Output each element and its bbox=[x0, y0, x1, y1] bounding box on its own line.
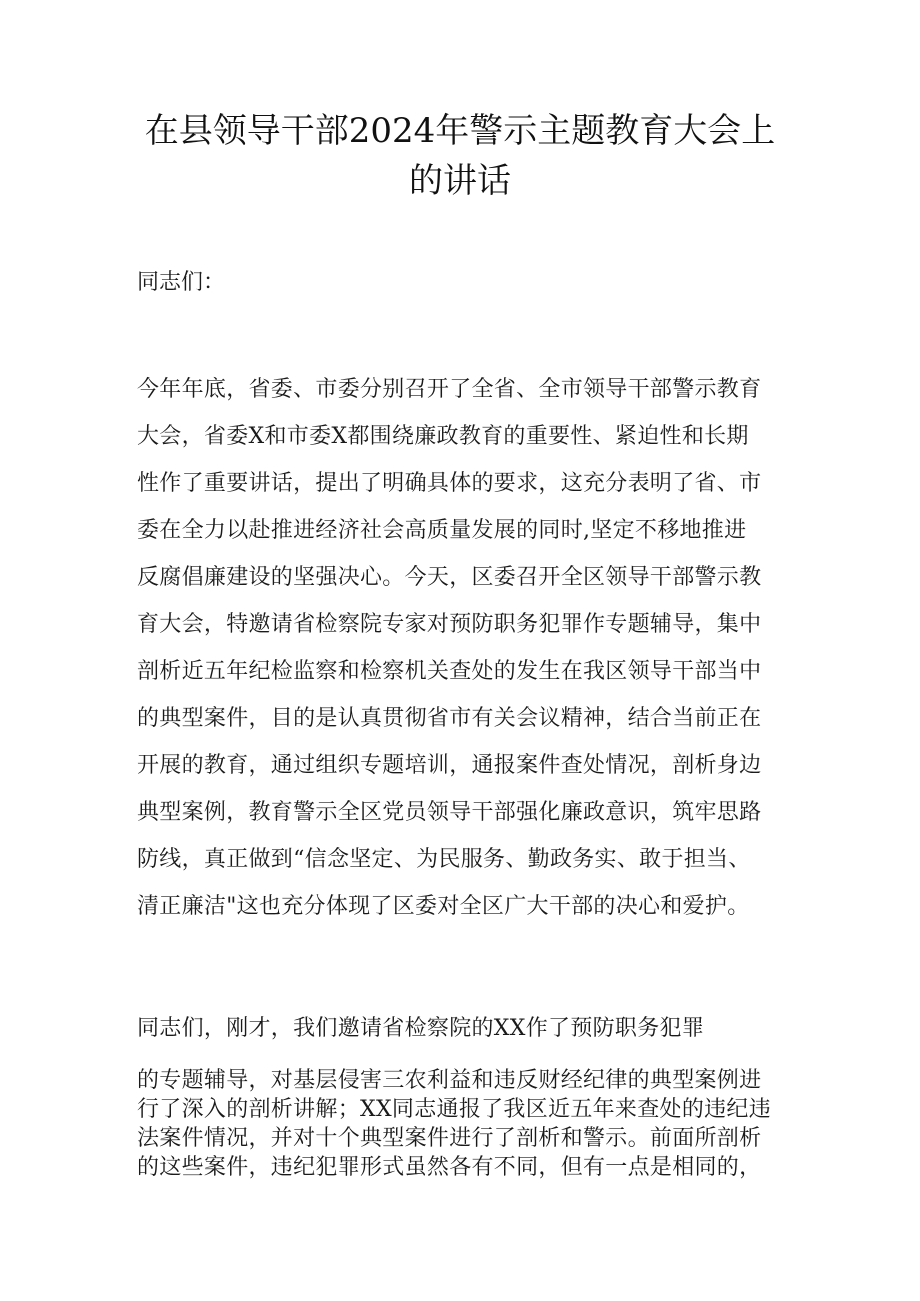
paragraph-line: 今年年底，省委、市委分别召开了全省、全市领导干部警示教育 bbox=[137, 377, 762, 402]
paragraph-line: 性作了重要讲话，提出了明确具体的要求，这充分表明了省、市 bbox=[137, 471, 762, 496]
paragraph-line: 清正廉洁"这也充分体现了区委对全区广大干部的决心和爱护。 bbox=[137, 894, 750, 919]
paragraph-line: 典型案例，教育警示全区党员领导干部强化廉政意识，筑牢思路 bbox=[137, 800, 762, 825]
paragraph-2-body bbox=[137, 1066, 787, 1182]
paragraph-line: 反腐倡廉建设的坚强决心。今天，区委召开全区领导干部警示教 bbox=[137, 565, 762, 590]
paragraph-line: 的典型案件，目的是认真贯彻省市有关会议精神，结合当前正在 bbox=[137, 706, 762, 731]
paragraph-line: 行了深入的剖析讲解；XX同志通报了我区近五年来查处的违纪违 bbox=[137, 1097, 772, 1122]
paragraph-line: 大会，省委X和市委X都围绕廉政教育的重要性、紧迫性和长期 bbox=[137, 424, 749, 449]
document-title-line-1: 在县领导干部2024年警示主题教育大会上 bbox=[144, 111, 776, 151]
paragraph-line: 法案件情况，并对十个典型案件进行了剖析和警示。前面所剖析 bbox=[137, 1126, 762, 1151]
paragraph-line: 防线，真正做到“信念坚定、为民服务、勤政务实、敢于担当、 bbox=[137, 847, 751, 872]
paragraph-line: 的专题辅导，对基层侵害三农利益和违反财经纪律的典型案例进 bbox=[137, 1068, 762, 1093]
paragraph-line: 委在全力以赴推进经济社会高质量发展的同时,坚定不移地推进 bbox=[137, 518, 747, 543]
paragraph-line: 开展的教育，通过组织专题培训，通报案件查处情况，剖析身边 bbox=[137, 753, 762, 778]
paragraph-line: 育大会，特邀请省检察院专家对预防职务犯罪作专题辅导，集中 bbox=[137, 612, 762, 637]
greeting: 同志们： bbox=[137, 270, 226, 295]
paragraph-line: 同志们，刚才，我们邀请省检察院的XX作了预防职务犯罪 bbox=[137, 1016, 705, 1041]
document-title-line-2: 的讲话 bbox=[409, 161, 511, 201]
paragraph-1 bbox=[137, 366, 787, 930]
paragraph-line: 的这些案件，违纪犯罪形式虽然各有不同，但有一点是相同的， bbox=[137, 1155, 762, 1180]
paragraph-2-opening bbox=[137, 1014, 787, 1044]
paragraph-line: 剖析近五年纪检监察和检察机关查处的发生在我区领导干部当中 bbox=[137, 659, 762, 684]
